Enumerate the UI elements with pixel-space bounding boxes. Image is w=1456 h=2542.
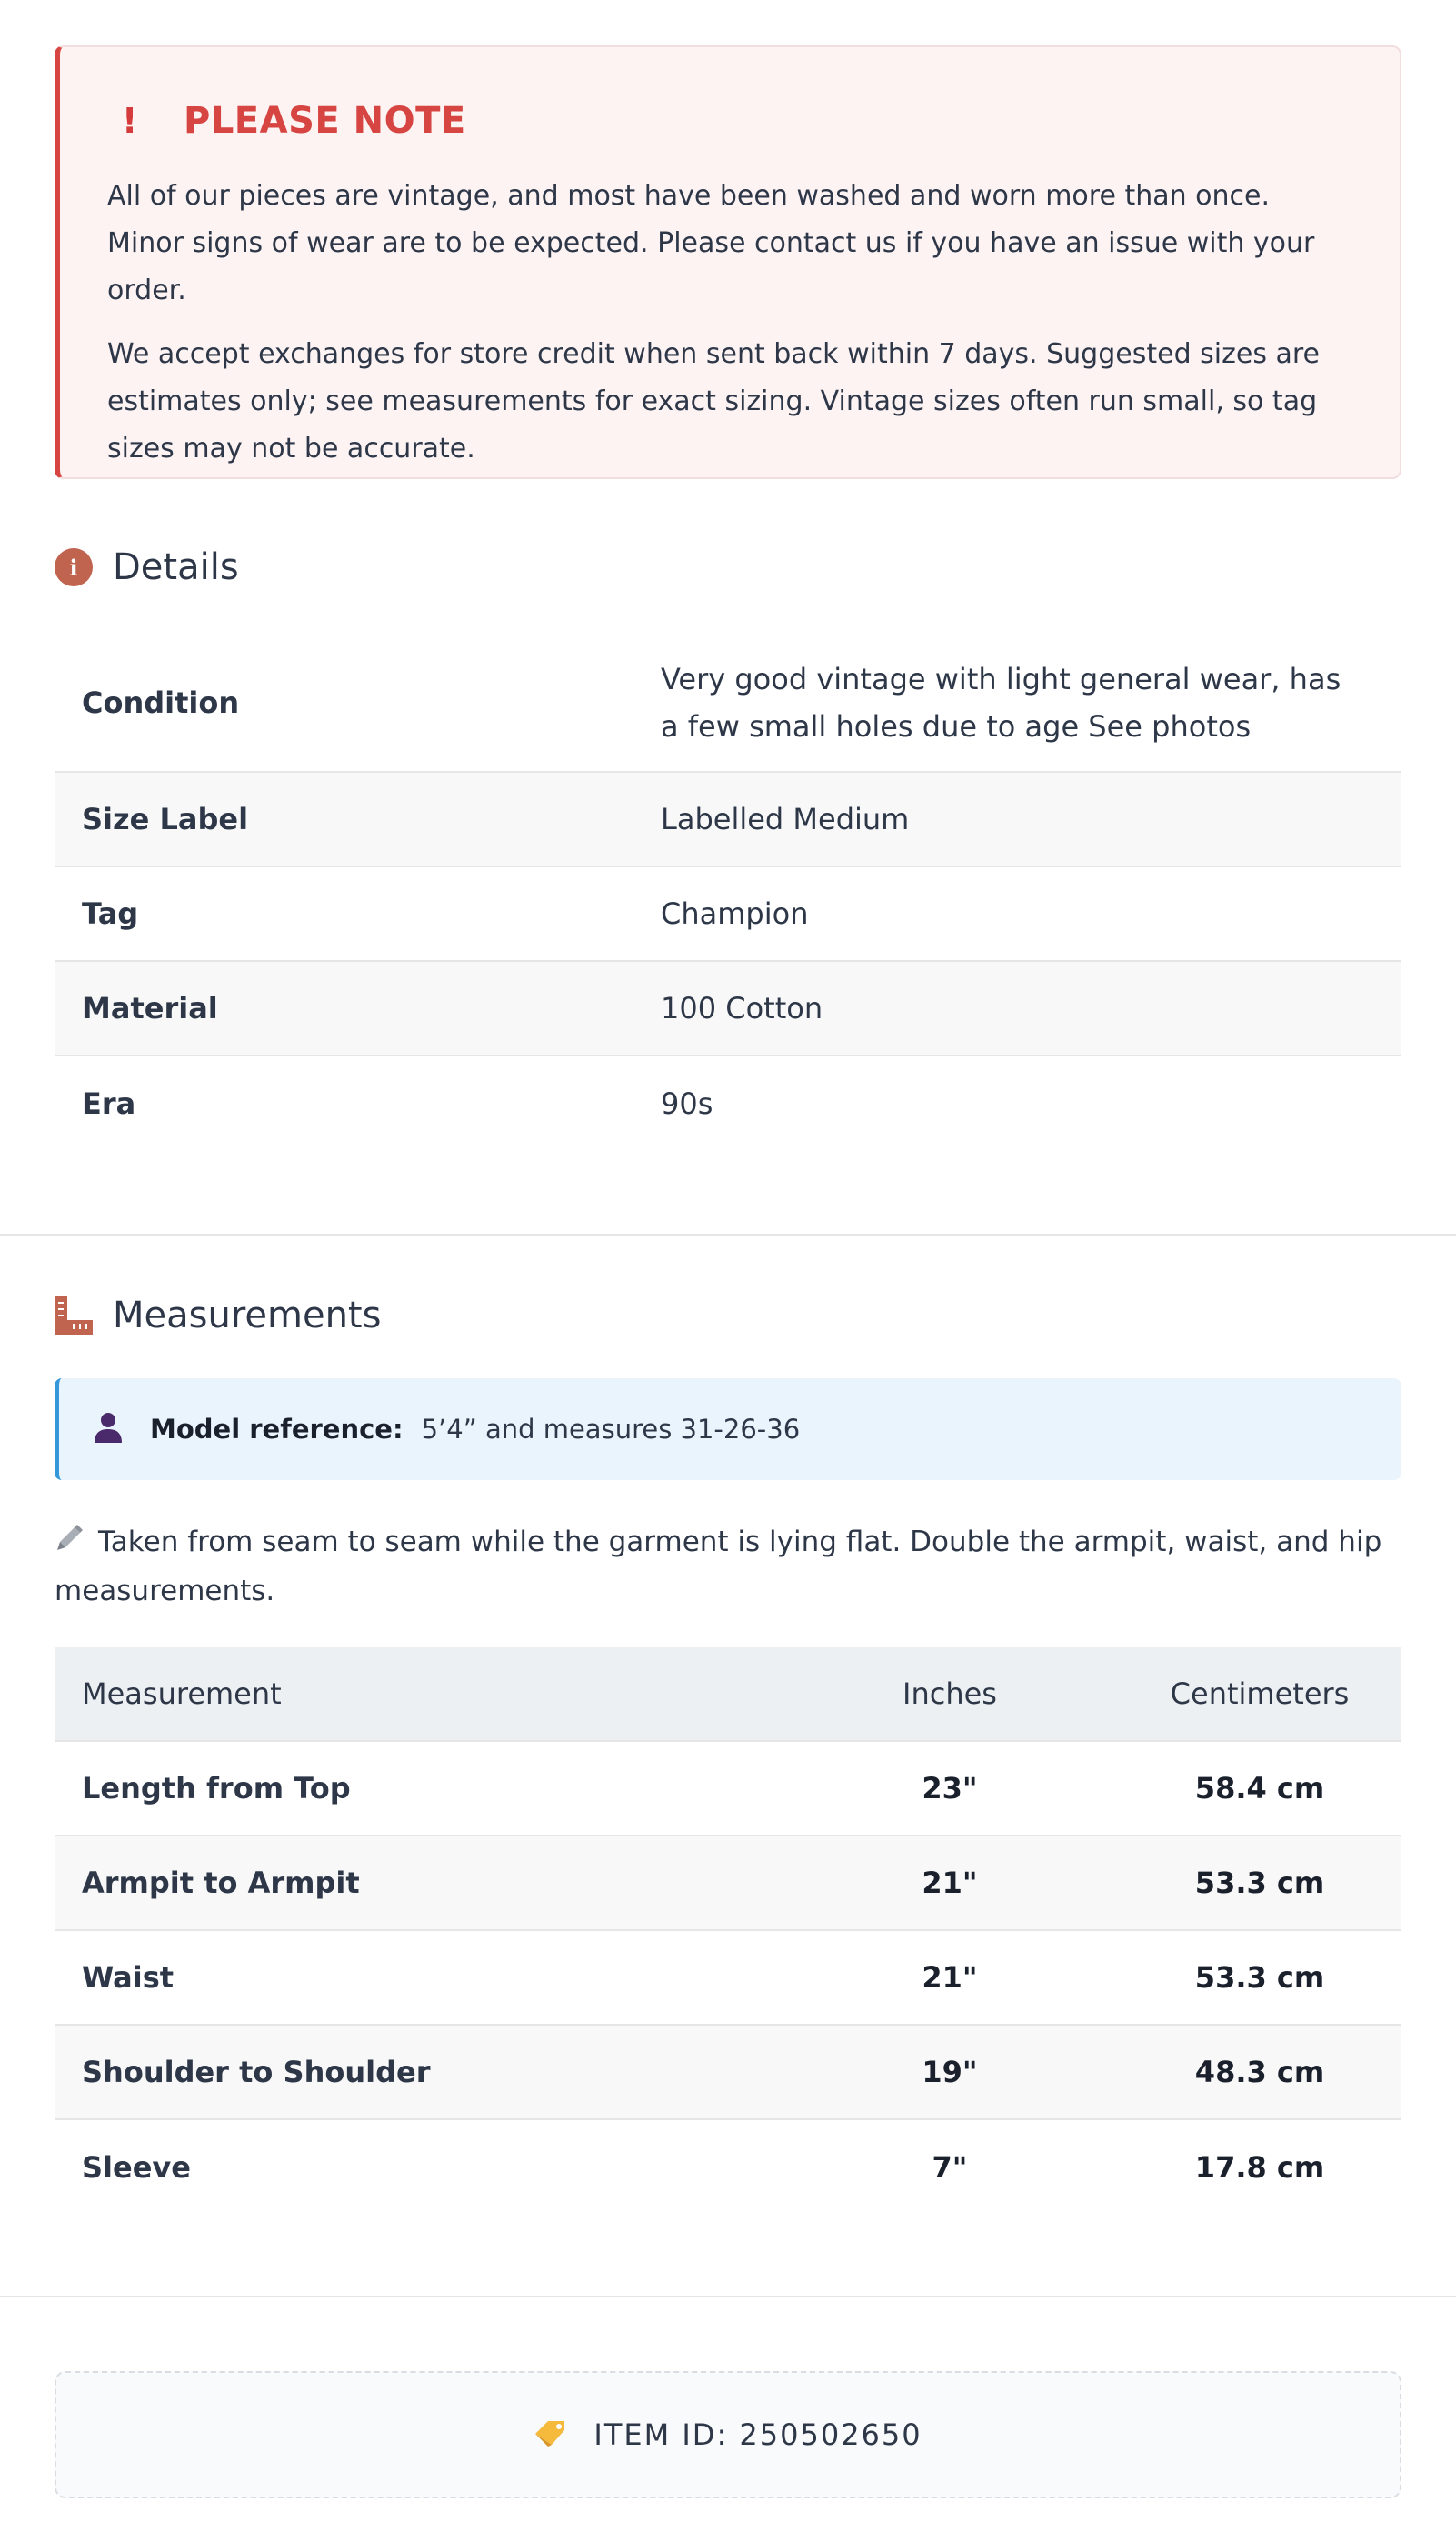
details-row-tag — [55, 867, 1401, 962]
measurements-title: Measurements — [113, 1295, 382, 1336]
item-id-box — [55, 2371, 1401, 2498]
details-row-era — [55, 1056, 1401, 1151]
details-table — [55, 635, 1401, 1151]
details-title: Details — [113, 546, 239, 588]
details-value: Very good vintage with light general wear, has a few small holes due to age See photos — [661, 662, 1341, 744]
section-divider — [0, 1234, 1456, 1236]
details-label: Condition — [82, 686, 240, 720]
measurement-inches: 23" — [922, 1771, 978, 1806]
model-reference-label: Model reference: — [150, 1414, 404, 1445]
section-divider — [0, 2296, 1456, 2297]
measurement-inches: 21" — [922, 1960, 978, 1995]
table-row — [55, 1931, 1401, 2026]
column-header-measurement: Measurement — [82, 1676, 282, 1711]
notice-header — [107, 100, 1352, 142]
measurement-inches: 7" — [932, 2150, 968, 2185]
model-reference-box — [55, 1378, 1401, 1480]
column-header-inches: Inches — [903, 1676, 997, 1711]
ruler-icon — [55, 1296, 93, 1335]
measurement-note-text: Taken from seam to seam while the garment is lying flat. Double the armpit, waist, and hip measurements. — [55, 1526, 1382, 1607]
details-label: Era — [82, 1086, 136, 1121]
details-label: Size Label — [82, 802, 249, 836]
measurement-cm: 53.3 cm — [1194, 1960, 1325, 1995]
exclamation-icon: ! — [122, 101, 138, 141]
details-value: Champion — [661, 896, 809, 931]
person-icon — [94, 1412, 123, 1446]
measurement-name: Length from Top — [82, 1771, 351, 1806]
measurement-cm: 48.3 cm — [1194, 2055, 1325, 2089]
model-reference-value: 5’4” and measures 31-26-36 — [421, 1414, 801, 1445]
details-label: Material — [82, 991, 218, 1026]
details-label: Tag — [82, 896, 139, 931]
notice-paragraph: All of our pieces are vintage, and most have been washed and worn more than once. Minor signs of wear are to be expected. Please contact us if you have an issue with your order. — [107, 180, 1315, 306]
measurement-note — [55, 1518, 1401, 1615]
table-row — [55, 2026, 1401, 2120]
details-value: 100 Cotton — [661, 991, 823, 1026]
details-value: 90s — [661, 1086, 713, 1121]
measurement-cm: 58.4 cm — [1194, 1771, 1325, 1806]
info-icon: i — [55, 548, 93, 586]
measurement-name: Sleeve — [82, 2150, 191, 2185]
table-header-row — [55, 1647, 1401, 1742]
measurement-name: Waist — [82, 1960, 175, 1995]
please-note-box — [55, 45, 1401, 479]
measurement-cm: 53.3 cm — [1194, 1866, 1325, 1900]
pencil-icon — [55, 1520, 85, 1567]
measurement-inches: 19" — [922, 2055, 978, 2089]
measurements-header — [55, 1293, 381, 1338]
measurement-cm: 17.8 cm — [1194, 2150, 1325, 2185]
measurement-table — [55, 1647, 1401, 2215]
item-id-label: ITEM ID: 250502650 — [593, 2417, 922, 2452]
table-row — [55, 2120, 1401, 2215]
details-row-material — [55, 962, 1401, 1056]
details-row-size-label — [55, 773, 1401, 867]
column-header-centimeters: Centimeters — [1170, 1676, 1350, 1711]
measurement-name: Shoulder to Shoulder — [82, 2055, 431, 2089]
measurement-inches: 21" — [922, 1866, 978, 1900]
table-row — [55, 1836, 1401, 1931]
notice-paragraph: We accept exchanges for store credit when sent back within 7 days. Suggested sizes are estimates only; see measurements for exact sizing. Vintage sizes often run small, so tag sizes may not be accurate. — [107, 338, 1321, 465]
details-row-condition — [55, 635, 1401, 773]
table-row — [55, 1742, 1401, 1836]
notice-title: PLEASE NOTE — [184, 100, 466, 142]
details-header — [55, 545, 239, 590]
tag-icon — [534, 2419, 568, 2450]
details-value: Labelled Medium — [661, 802, 910, 836]
measurement-name: Armpit to Armpit — [82, 1866, 360, 1900]
